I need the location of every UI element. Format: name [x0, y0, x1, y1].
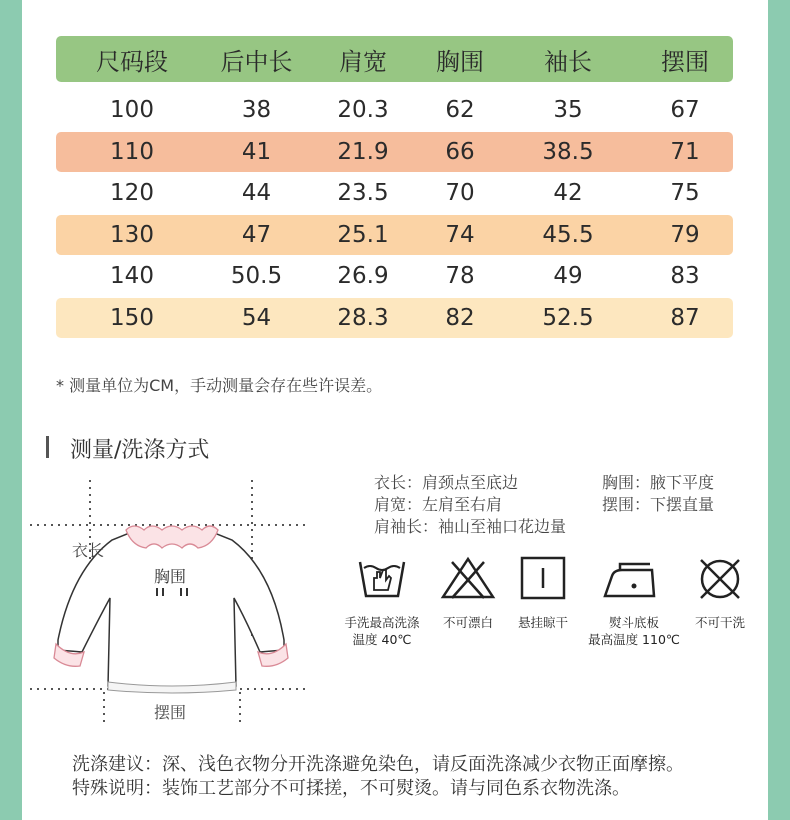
- cell-shoulder: 28.3: [337, 304, 389, 331]
- care-label-no-bleach: [432, 614, 504, 631]
- cell-chest: 74: [445, 221, 475, 248]
- cell-size: 110: [110, 138, 154, 165]
- cell-back-length: 50.5: [230, 263, 283, 290]
- cell-hem: 67: [670, 97, 700, 123]
- iron-icon: [602, 560, 662, 600]
- table-header-row: [56, 36, 733, 82]
- cell-back-length: 38: [241, 97, 272, 123]
- measure-sleeve: 肩袖长：袖山至袖口花边量: [374, 517, 567, 536]
- size-table: [56, 36, 733, 340]
- care-label-hang-dry: [507, 614, 579, 631]
- cell-back-length: 44: [241, 180, 272, 207]
- cell-sleeve: 42: [553, 180, 583, 207]
- cell-size: 100: [110, 97, 154, 123]
- header-size: 尺码段: [96, 47, 168, 76]
- cell-hem: 79: [670, 221, 700, 248]
- cell-back-length: 47: [241, 221, 272, 248]
- cell-shoulder: 21.9: [337, 138, 389, 165]
- header-back-length: 后中长: [220, 47, 293, 76]
- cell-hem: 71: [670, 138, 700, 165]
- hang-dry-icon: [520, 556, 566, 600]
- care-label-line-2: 最高温度 110℃: [588, 632, 680, 647]
- care-label-line-1: 熨斗底板: [608, 615, 659, 630]
- cell-shoulder: 26.9: [337, 263, 389, 290]
- cell-chest: 78: [445, 263, 475, 290]
- table-row: [56, 298, 733, 338]
- header-shoulder: 肩宽: [339, 47, 387, 76]
- special-note: 特殊说明：装饰工艺部分不可揉搓，不可熨烫。请与同色系衣物洗涤。: [72, 778, 630, 799]
- cell-size: 140: [110, 263, 154, 290]
- cell-back-length: 54: [241, 304, 272, 331]
- care-label-line-2: 温度 40℃: [352, 632, 412, 647]
- cell-hem: 83: [670, 263, 700, 290]
- table-row: [56, 173, 733, 213]
- cell-sleeve: 49: [553, 263, 583, 290]
- care-label-line-1: 悬挂晾干: [517, 615, 568, 630]
- measure-length: 衣长：肩颈点至底边: [374, 473, 519, 492]
- section-title: 测量/洗涤方式: [70, 438, 210, 463]
- cell-sleeve: 35: [553, 97, 583, 123]
- header-sleeve: 袖长: [544, 47, 592, 76]
- cell-chest: 70: [445, 180, 475, 207]
- care-label-line-1: 不可漂白: [442, 615, 493, 630]
- cell-chest: 82: [445, 304, 475, 331]
- cell-shoulder: 25.1: [337, 221, 389, 248]
- cell-size: 120: [110, 180, 154, 207]
- cell-sleeve: 38.5: [542, 138, 594, 165]
- garment-diagram: [22, 470, 322, 730]
- hand-wash-icon: [358, 556, 406, 600]
- table-row: [56, 256, 733, 296]
- label-length: 衣长: [72, 541, 105, 560]
- cell-size: 130: [110, 221, 154, 248]
- wash-advice: 洗涤建议：深、浅色衣物分开洗涤避免染色，请反面洗涤减少衣物正面摩擦。: [72, 754, 684, 775]
- table-row: [56, 90, 733, 130]
- measure-hem: 摆围：下摆直量: [602, 495, 715, 514]
- care-label-line-1: 手洗最高洗涤: [344, 615, 420, 630]
- content-card: [22, 0, 768, 820]
- header-chest: 胸围: [436, 47, 484, 76]
- no-dry-clean-icon: [696, 556, 744, 602]
- care-label-line-1: 不可干洗: [694, 615, 745, 630]
- measure-chest: 胸围：腋下平度: [602, 473, 715, 492]
- measure-shoulder: 肩宽：左肩至右肩: [374, 495, 503, 514]
- cell-chest: 66: [445, 138, 475, 165]
- care-label-hand-wash: [334, 614, 430, 648]
- section-marker: [46, 436, 49, 458]
- no-bleach-icon: [440, 556, 496, 600]
- cell-hem: 75: [670, 180, 700, 207]
- cell-size: 150: [110, 304, 154, 331]
- cell-shoulder: 20.3: [337, 97, 389, 123]
- cell-hem: 87: [670, 304, 700, 331]
- table-row: [56, 132, 733, 172]
- cell-shoulder: 23.5: [337, 180, 389, 207]
- care-label-no-dry-clean: [686, 614, 754, 631]
- label-hem: 摆围: [154, 703, 187, 722]
- cell-back-length: 41: [241, 138, 272, 165]
- table-row: [56, 215, 733, 255]
- label-chest: 胸围: [154, 567, 187, 586]
- header-hem: 摆围: [661, 47, 709, 76]
- care-label-iron: [582, 614, 686, 648]
- cell-sleeve: 45.5: [542, 221, 594, 248]
- cell-sleeve: 52.5: [542, 304, 594, 331]
- cell-chest: 62: [445, 97, 475, 123]
- measurement-note: * 测量单位为CM，手动测量会存在些许误差。: [56, 376, 383, 395]
